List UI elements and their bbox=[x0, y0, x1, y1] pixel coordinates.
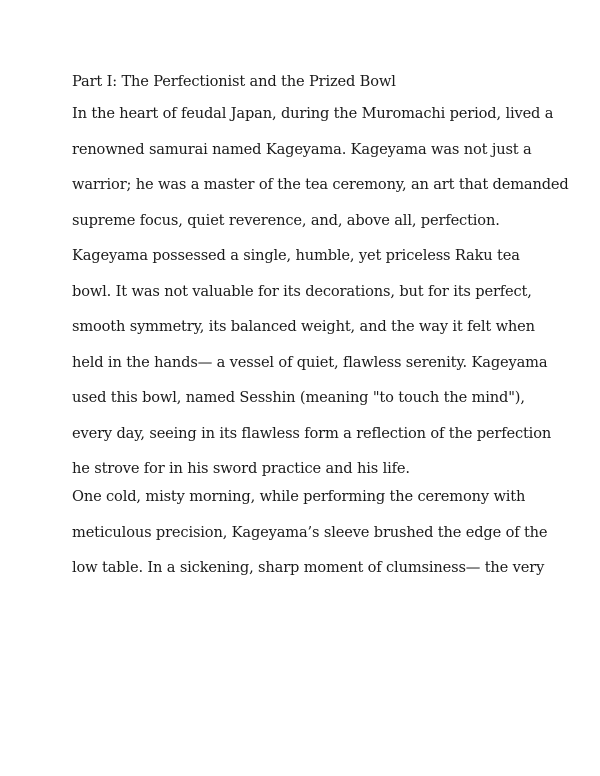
body-line: supreme focus, quiet reverence, and, above all, perfection. bbox=[72, 211, 500, 229]
body-line: low table. In a sickening, sharp moment of clumsiness— the very bbox=[72, 559, 545, 576]
body-line: bowl. It was not valuable for its decorations, but for its perfect, bbox=[72, 282, 532, 300]
body-line: renowned samurai named Kageyama. Kageyama was not just a bbox=[72, 140, 532, 158]
body-line: warrior; he was a master of the tea ceremony, an art that demanded bbox=[72, 176, 569, 193]
body-line: used this bowl, named Sesshin (meaning "to touch the mind"), bbox=[72, 389, 525, 406]
body-line: smooth symmetry, its balanced weight, and the way it felt when bbox=[72, 318, 535, 335]
body-line: One cold, misty morning, while performing the ceremony with bbox=[72, 488, 526, 505]
body-line: In the heart of feudal Japan, during the Muromachi period, lived a bbox=[72, 105, 554, 122]
body-line: held in the hands— a vessel of quiet, flawless serenity. Kageyama bbox=[72, 353, 548, 371]
section-heading: Part I: The Perfectionist and the Prized Bowl bbox=[72, 73, 396, 90]
body-line: he strove for in his sword practice and his life. bbox=[72, 460, 410, 477]
body-line: meticulous precision, Kageyama’s sleeve brushed the edge of the bbox=[72, 523, 548, 541]
body-line: Kageyama possessed a single, humble, yet priceless Raku tea bbox=[72, 247, 520, 264]
document-body bbox=[72, 70, 569, 592]
body-line: every day, seeing in its flawless form a reflection of the perfection bbox=[72, 424, 552, 442]
